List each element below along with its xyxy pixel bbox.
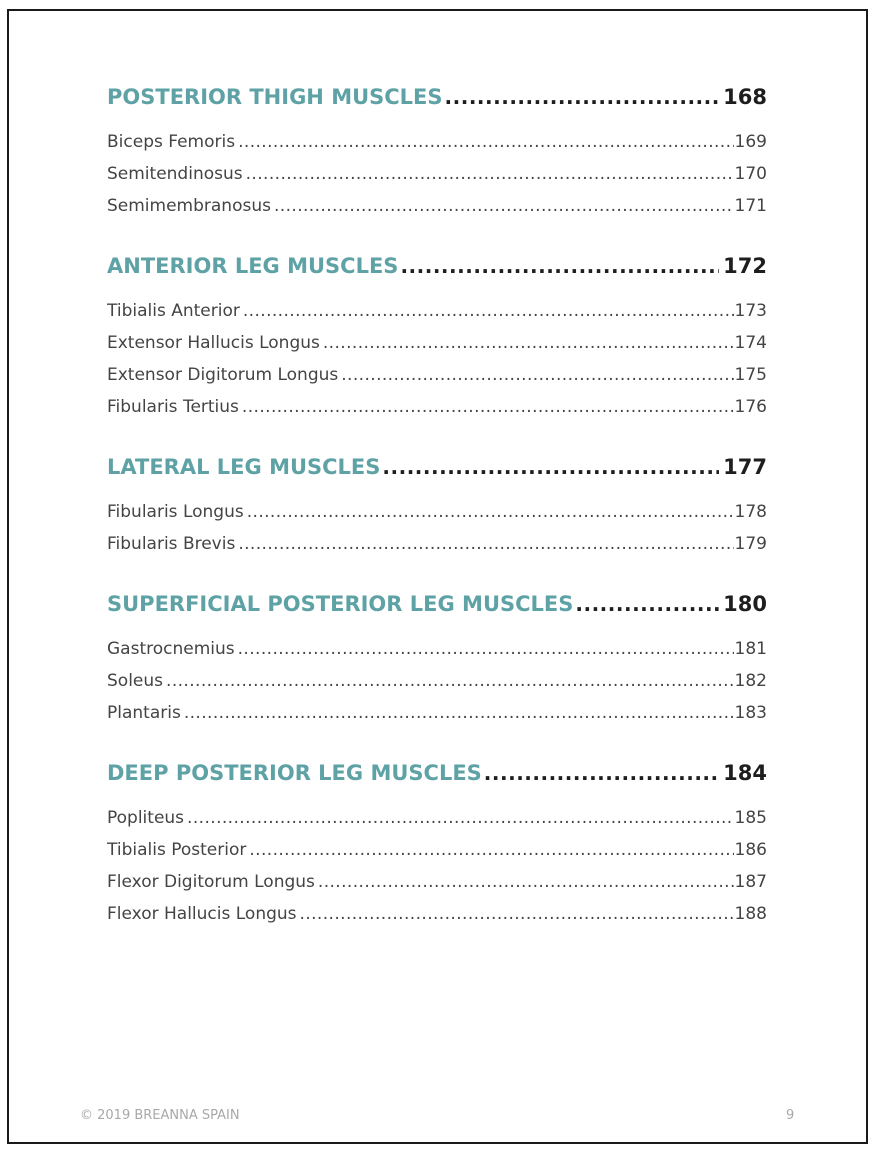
entry-page-number: 174 <box>734 333 767 353</box>
entry-page-number: 183 <box>734 703 767 723</box>
section-title: DEEP POSTERIOR LEG MUSCLES <box>107 761 482 785</box>
section-page-number: 184 <box>723 761 767 785</box>
section-heading[interactable] <box>107 80 767 114</box>
entry-title: Extensor Hallucis Longus <box>107 333 320 353</box>
entry-page-number: 175 <box>734 365 767 385</box>
dot-leader <box>443 80 720 114</box>
toc-entry[interactable] <box>107 898 767 930</box>
dot-leader <box>315 866 734 898</box>
toc-entry[interactable] <box>107 496 767 528</box>
toc-entry[interactable] <box>107 295 767 327</box>
section-page-number: 180 <box>723 592 767 616</box>
toc-entry[interactable] <box>107 327 767 359</box>
section-page-number: 168 <box>723 85 767 109</box>
dot-leader <box>239 391 734 423</box>
dot-leader <box>240 295 734 327</box>
footer-copyright: © 2019 BREANNA SPAIN <box>80 1108 240 1123</box>
entry-title: Plantaris <box>107 703 181 723</box>
entry-title: Tibialis Anterior <box>107 301 240 321</box>
toc-section <box>107 450 767 560</box>
entry-title: Extensor Digitorum Longus <box>107 365 339 385</box>
section-heading[interactable] <box>107 587 767 621</box>
dot-leader <box>181 697 734 729</box>
entry-title: Flexor Hallucis Longus <box>107 904 297 924</box>
entry-page-number: 169 <box>734 132 767 152</box>
dot-leader <box>246 834 733 866</box>
dot-leader <box>244 496 734 528</box>
entry-title: Flexor Digitorum Longus <box>107 872 315 892</box>
toc-section <box>107 587 767 729</box>
section-page-number: 177 <box>723 455 767 479</box>
dot-leader <box>163 665 734 697</box>
entry-page-number: 178 <box>734 502 767 522</box>
toc-entry[interactable] <box>107 359 767 391</box>
toc-entry[interactable] <box>107 665 767 697</box>
dot-leader <box>235 528 733 560</box>
section-page-number: 172 <box>723 254 767 278</box>
dot-leader <box>398 249 719 283</box>
toc-entry[interactable] <box>107 866 767 898</box>
toc-section <box>107 80 767 222</box>
entry-page-number: 182 <box>734 671 767 691</box>
entry-title: Gastrocnemius <box>107 639 235 659</box>
entry-page-number: 181 <box>734 639 767 659</box>
section-heading[interactable] <box>107 756 767 790</box>
dot-leader <box>320 327 734 359</box>
toc-entry[interactable] <box>107 126 767 158</box>
entry-page-number: 185 <box>734 808 767 828</box>
toc-section <box>107 249 767 423</box>
toc-entry[interactable] <box>107 834 767 866</box>
section-title: SUPERFICIAL POSTERIOR LEG MUSCLES <box>107 592 574 616</box>
section-title: LATERAL LEG MUSCLES <box>107 455 381 479</box>
toc-entry[interactable] <box>107 190 767 222</box>
section-title: ANTERIOR LEG MUSCLES <box>107 254 399 278</box>
dot-leader <box>482 756 719 790</box>
entry-title: Tibialis Posterior <box>107 840 247 860</box>
dot-leader <box>184 802 734 834</box>
toc-entry[interactable] <box>107 158 767 190</box>
dot-leader <box>271 190 734 222</box>
entry-title: Semitendinosus <box>107 164 243 184</box>
entry-title: Biceps Femoris <box>107 132 236 152</box>
section-title: POSTERIOR THIGH MUSCLES <box>107 85 443 109</box>
entry-title: Fibularis Brevis <box>107 534 236 554</box>
entry-title: Fibularis Tertius <box>107 397 239 417</box>
entry-page-number: 170 <box>734 164 767 184</box>
toc-entry[interactable] <box>107 633 767 665</box>
dot-leader <box>235 633 734 665</box>
toc-entry[interactable] <box>107 528 767 560</box>
dot-leader <box>338 359 733 391</box>
section-heading[interactable] <box>107 450 767 484</box>
dot-leader <box>297 898 734 930</box>
entry-title: Soleus <box>107 671 164 691</box>
section-heading[interactable] <box>107 249 767 283</box>
entry-title: Popliteus <box>107 808 185 828</box>
toc-entry[interactable] <box>107 697 767 729</box>
dot-leader <box>235 126 733 158</box>
footer-page-number: 9 <box>786 1108 795 1123</box>
entry-title: Fibularis Longus <box>107 502 244 522</box>
toc-entry[interactable] <box>107 802 767 834</box>
entry-page-number: 186 <box>734 840 767 860</box>
entry-title: Semimembranosus <box>107 196 271 216</box>
entry-page-number: 179 <box>734 534 767 554</box>
table-of-contents <box>107 80 767 957</box>
entry-page-number: 187 <box>734 872 767 892</box>
entry-page-number: 171 <box>734 196 767 216</box>
dot-leader <box>243 158 734 190</box>
toc-section <box>107 756 767 930</box>
entry-page-number: 176 <box>734 397 767 417</box>
toc-entry[interactable] <box>107 391 767 423</box>
entry-page-number: 173 <box>734 301 767 321</box>
dot-leader <box>380 450 719 484</box>
dot-leader <box>573 587 719 621</box>
entry-page-number: 188 <box>734 904 767 924</box>
